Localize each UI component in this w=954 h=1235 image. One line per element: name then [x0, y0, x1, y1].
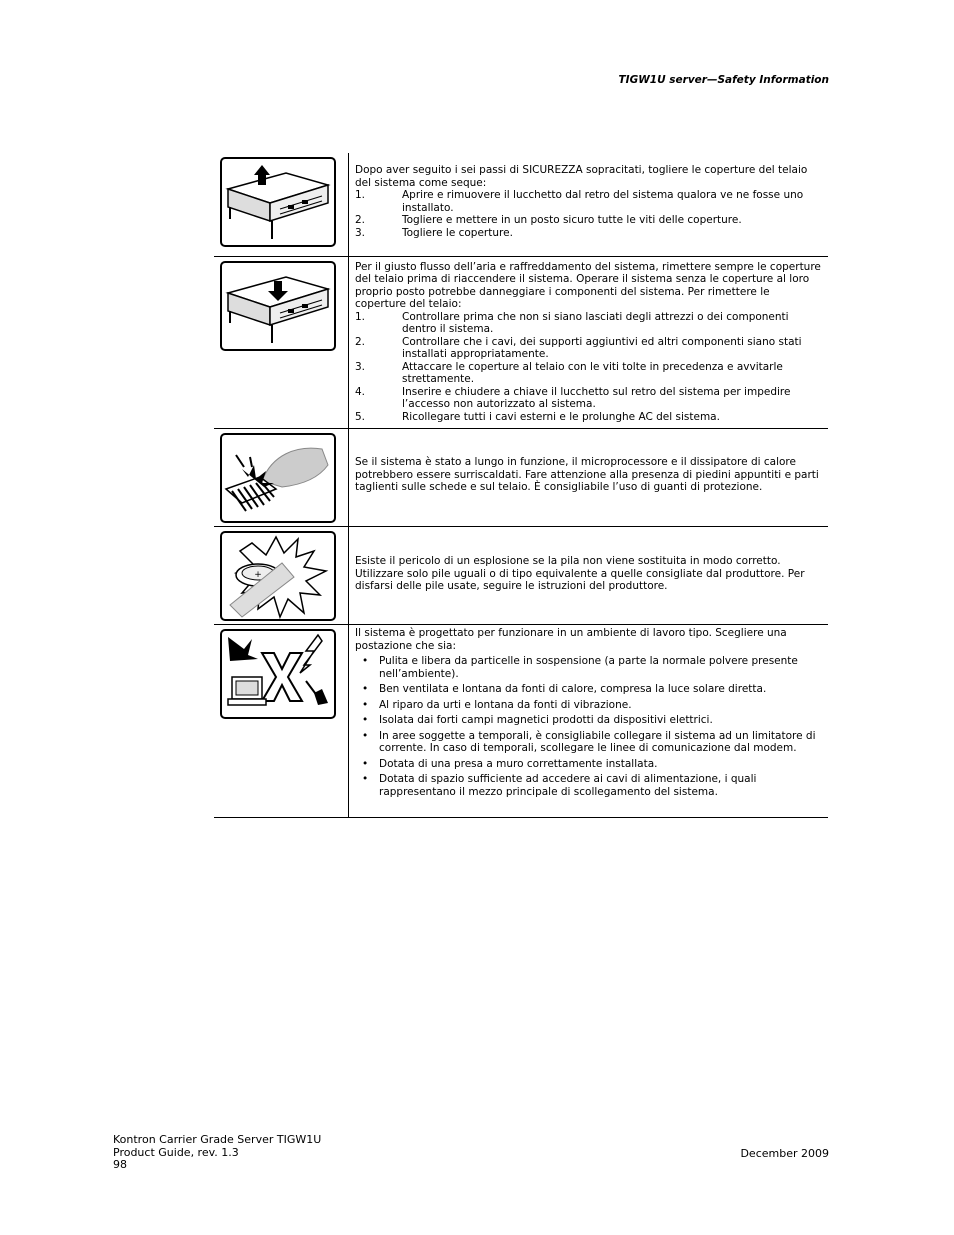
- svg-text:+: +: [254, 570, 262, 580]
- row-intro: Per il giusto flusso dell’aria e raffreddamento del sistema, rimettere sempre le coperture del telaio prima di riaccendere il sistema. Operare il sistema senza le coperture al loro proprio posto potrebbe danneggiare i componenti del sistema. Per rimettere le coperture del telaio:: [355, 260, 821, 310]
- table-row: [214, 256, 828, 429]
- row-intro: Dopo aver seguito i sei passi di SICUREZZA sopracitati, togliere le coperture del telaio del sistema come seque:: [355, 164, 808, 189]
- list-item: 3. Attaccare le coperture al telaio con le viti tolte in precedenza e avvitarle strettamente.: [355, 360, 783, 385]
- list-item: 4. Inserire e chiudere a chiave il lucchetto sul retro del sistema per impedire l’accesso non autorizzato al sistema.: [355, 385, 791, 410]
- table-row: [214, 527, 828, 625]
- running-header: TIGW1U server—Safety Information: [618, 74, 829, 86]
- table-row: [214, 153, 828, 256]
- list-item: • In aree soggette a temporali, è consigliabile collegare il sistema ad un limitatore di corrente. In caso di temporali, scollegare le linee di comunicazione dal modem.: [355, 730, 822, 755]
- environment-hazards-icon: [220, 629, 336, 719]
- table-row: [214, 429, 828, 527]
- page-number: 98: [113, 1158, 127, 1171]
- list-item: 1. Aprire e rimuovere il lucchetto dal retro del sistema qualora ve ne fosse uno installato.: [355, 189, 804, 214]
- list-item: • Isolata dai forti campi magnetici prodotti da dispositivi elettrici.: [355, 714, 822, 727]
- footer-date: December 2009: [740, 1147, 829, 1160]
- hot-heatsink-hand-icon: [220, 433, 336, 523]
- battery-explosion-icon: [220, 531, 336, 621]
- list-item: • Dotata di una presa a muro correttamente installata.: [355, 758, 822, 771]
- list-item: 1. Controllare prima che non si siano lasciati degli attrezzi o dei componenti dentro il sistema.: [355, 310, 789, 335]
- list-item: • Ben ventilata e lontana da fonti di calore, compresa la luce solare diretta.: [355, 683, 822, 696]
- list-item: • Al riparo da urti e lontana da fonti di vibrazione.: [355, 699, 822, 712]
- list-item: 2. Togliere e mettere in un posto sicuro tutte le viti delle coperture.: [355, 214, 742, 226]
- safety-table: [214, 153, 828, 818]
- table-row: [214, 625, 828, 818]
- server-cover-install-icon: [220, 261, 336, 351]
- footer-revision: Product Guide, rev. 1.3: [113, 1145, 239, 1159]
- row-text: Esiste il pericolo di un esplosione se la pila non viene sostituita in modo corretto. Utilizzare solo pile uguali o di tipo equivalente a quelle consigliate dal produttore. Per disfarsi delle pile usate, seguire le istruzioni del produttore.: [355, 555, 805, 592]
- server-cover-remove-icon: [220, 157, 336, 247]
- list-item: • Dotata di spazio sufficiente ad accedere ai cavi di alimentazione, i quali rappresentano il mezzo principale di scollegamento del sistema.: [355, 773, 822, 798]
- row-text: Se il sistema è stato a lungo in funzione, il microprocessore e il dissipatore di calore potrebbero essere surriscaldati. Fare attenzione alla presenza di piedini appuntiti e parti taglienti sulle schede e sul telaio. È consigliabile l’uso di guanti di protezione.: [355, 456, 819, 493]
- row-intro: Il sistema è progettato per funzionare in un ambiente di lavoro tipo. Scegliere una postazione che sia:: [355, 627, 787, 652]
- bullet-list: [355, 655, 822, 798]
- list-item: • Pulita e libera da particelle in sospensione (a parte la normale polvere presente nell’ambiente).: [355, 655, 822, 680]
- list-item: 5. Ricollegare tutti i cavi esterni e le prolunghe AC del sistema.: [355, 410, 720, 423]
- footer-product: Kontron Carrier Grade Server TIGW1U: [113, 1133, 322, 1146]
- list-item: 3. Togliere le coperture.: [355, 226, 513, 239]
- footer-document-info: [113, 1134, 321, 1172]
- list-item: 2. Controllare che i cavi, dei supporti aggiuntivi ed altri componenti siano stati installati appropriatamente.: [355, 335, 802, 360]
